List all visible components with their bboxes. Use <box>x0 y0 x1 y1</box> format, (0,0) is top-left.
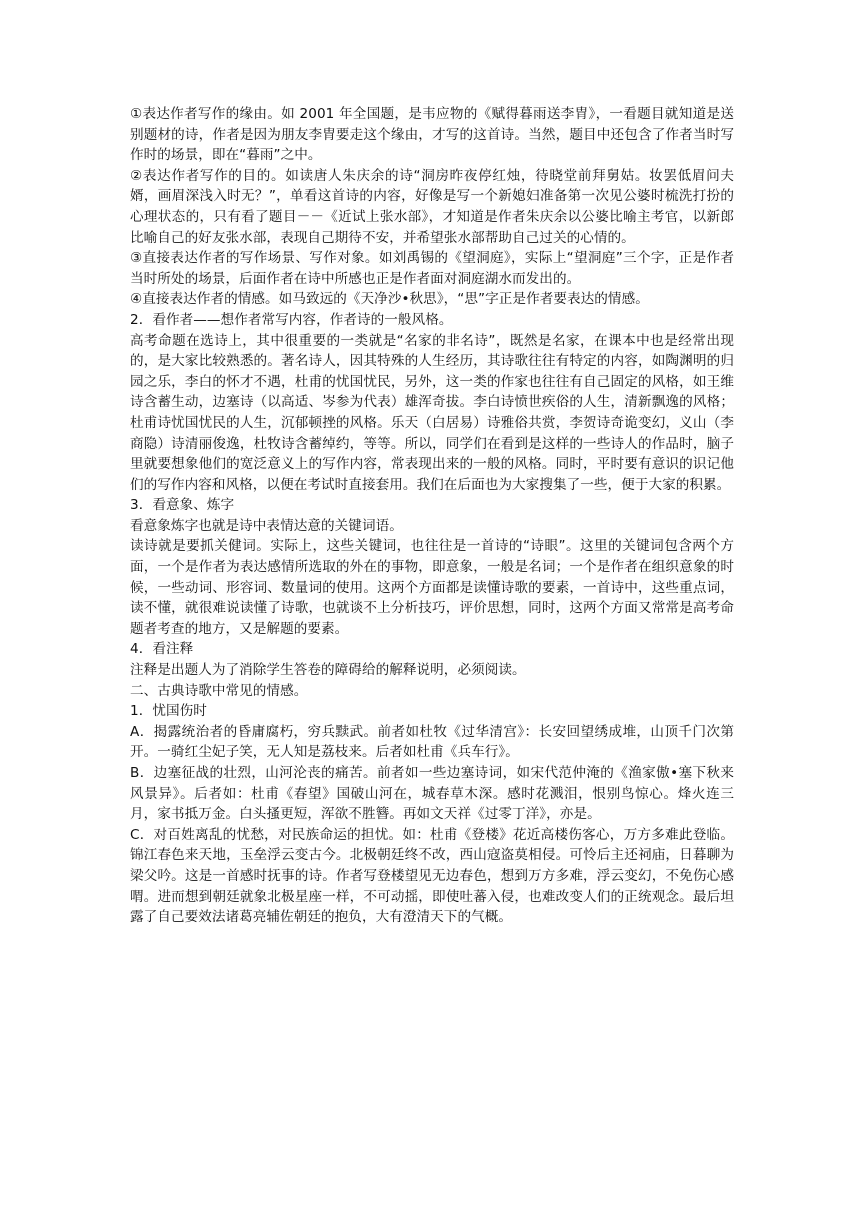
paragraph: 读诗就是要抓关健词。实际上，这些关键词，也往往是一首诗的“诗眼”。这里的关键词包含两个方面，一个是作者为表达感情所选取的外在的事物，即意象，一般是名词；一个是作者在组织意象的时候，一些动词、形容词、数量词的使用。这两个方面都是读懂诗歌的要素，一首诗中，这些重点词，读不懂，就很难说读懂了诗歌，也就谈不上分析技巧，评价思想，同时，这两个方面又常常是高考命题者考查的地方，又是解题的要素。 <box>130 538 734 637</box>
paragraph: 高考命题在选诗上，其中很重要的一类就是“名家的非名诗”，既然是名家，在课本中也是经常出现的，是大家比较熟悉的。著名诗人，因其特殊的人生经历，其诗歌往往有特定的内容，如陶渊明的归园之乐，李白的怀才不遇，杜甫的忧国忧民，另外，这一类的作家也往往有自己固定的风格，如王维诗含蓄生动，边塞诗（以高适、岑参为代表）雄浑奇拔。李白诗愤世疾俗的人生，清新飘逸的风格；杜甫诗忧国忧民的人生，沉郁顿挫的风格。乐天（白居易）诗雅俗共赏，李贺诗奇诡变幻，义山（李商隐）诗清丽俊逸，杜牧诗含蓄绰约，等等。所以，同学们在看到是这样的一些诗人的作品时，脑子里就要想象他们的宽泛意义上的写作内容，常表现出来的一般的风格。同时，平时要有意识的识记他们的写作内容和风格，以便在考试时直接套用。我们在后面也为大家搜集了一些，便于大家的积累。 <box>130 332 734 493</box>
paragraph: 看意象炼字也就是诗中表情达意的关键词语。 <box>130 517 403 534</box>
chapter-heading: 二、古典诗歌中常见的情感。 <box>130 682 308 699</box>
section-heading: 2．看作者——想作者常写内容，作者诗的一般风格。 <box>130 311 453 328</box>
paragraph: 注释是出题人为了消除学生答卷的障碍给的解释说明，必须阅读。 <box>130 662 526 679</box>
paragraph: ④直接表达作者的情感。如马致远的《天净沙•秋思》，“思”字正是作者要表达的情感。 <box>130 291 649 308</box>
section-heading: 1．忧国伤时 <box>130 703 207 720</box>
paragraph: B．边塞征战的壮烈，山河沦丧的痛苦。前者如一些边塞诗词，如宋代范仲淹的《渔家傲•塞下秋来风景异》。后者如：杜甫《春望》国破山河在，城春草木深。感时花溅泪，恨别鸟惊心。烽火连三月，家书抵万金。白头搔更短，浑欲不胜簪。再如文天祥《过零丁洋》，亦是。 <box>130 765 734 823</box>
document-page <box>130 104 734 928</box>
paragraph: C．对百姓离乱的忧愁，对民族命运的担忧。如：杜甫《登楼》花近高楼伤客心，万方多难此登临。锦江春色来天地，玉垒浮云变古今。北极朝廷终不改，西山寇盗莫相侵。可怜后主还祠庙，日暮聊为梁父吟。这是一首感时抚事的诗。作者写登楼望见无边春色，想到万方多难，浮云变幻，不免伤心感喟。进而想到朝廷就象北极星座一样，不可动摇，即使吐蕃入侵，也难改变人们的正统观念。最后坦露了自己要效法诸葛亮辅佐朝廷的抱负，大有澄清天下的气概。 <box>130 826 734 926</box>
paragraph: ②表达作者写作的目的。如读唐人朱庆余的诗“洞房昨夜停红烛，待晓堂前拜舅姑。妆罢低眉问夫婿，画眉深浅入时无？”，单看这首诗的内容，好像是写一个新媳妇准备第一次见公婆时梳洗打扮的心理状态的，只有看了题目－－《近试上张水部》，才知道是作者朱庆余以公婆比喻主考官，以新郎比喻自己的好友张水部，表现自己期待不安，并希望张水部帮助自己过关的心情的。 <box>130 167 734 246</box>
paragraph: A．揭露统治者的昏庸腐朽，穷兵黩武。前者如杜牧《过华清宫》：长安回望绣成堆，山顶千门次第开。一骑红尘妃子笑，无人知是荔枝来。后者如杜甫《兵车行》。 <box>130 723 734 761</box>
section-heading: 3．看意象、炼字 <box>130 497 235 514</box>
paragraph: ①表达作者写作的缘由。如 2001 年全国题，是韦应物的《赋得暮雨送李胄》，一看题目就知道是送别题材的诗，作者是因为朋友李胄要走这个缘由，才写的这首诗。当然，题目中还包含了作者当时写作时的场景，即在“暮雨”之中。 <box>130 106 734 164</box>
paragraph: ③直接表达作者的写作场景、写作对象。如刘禹锡的《望洞庭》，实际上“望洞庭”三个字，正是作者当时所处的场景，后面作者在诗中所感也正是作者面对洞庭湖水而发出的。 <box>130 250 734 287</box>
section-heading: 4．看注释 <box>130 641 194 658</box>
